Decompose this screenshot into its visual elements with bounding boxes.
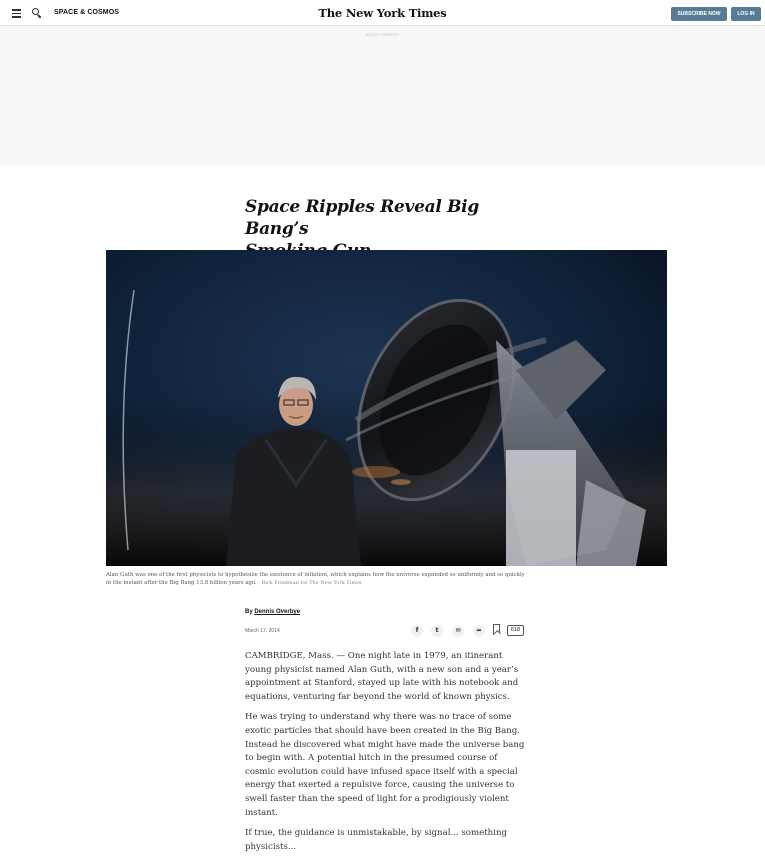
advertisement-slot[interactable] (0, 26, 765, 166)
share-more-icon[interactable]: ➦ (473, 625, 485, 637)
section-link[interactable]: SPACE & COSMOS (54, 9, 120, 16)
headline-line-1: Space Ripples Reveal Big Bang’s (245, 197, 479, 239)
telescope-scene-image (106, 250, 667, 566)
photo-credit: Rick Friedman for The New York Times (261, 580, 362, 586)
byline-prefix: By (245, 609, 255, 615)
facebook-icon[interactable]: f (411, 625, 423, 637)
twitter-icon[interactable]: t (431, 625, 443, 637)
bookmark-icon[interactable] (493, 624, 500, 635)
publish-date: March 17, 2014 (245, 628, 280, 634)
email-icon[interactable]: ✉ (452, 625, 464, 637)
advertisement-label: ADVERTISEMENT (365, 33, 400, 37)
comments-button[interactable]: 618 (507, 625, 524, 636)
body-paragraph: If true, the guidance is unmistakable, by signal... something physicists... (245, 828, 507, 852)
subscribe-button[interactable]: SUBSCRIBE NOW (671, 7, 727, 21)
top-bar (0, 0, 765, 26)
photo-caption (106, 571, 526, 587)
article-photo[interactable] (106, 250, 667, 566)
nyt-logo[interactable]: The New York Times (318, 6, 447, 20)
caption-text: Alan Guth was one of the first physicists to hypothesize the existence of inflation, which explains how the universe expanded so uniformly and so quickly in the instant after the Big Bang 13.8 billion years ago. (106, 572, 525, 586)
byline (245, 609, 300, 615)
author-link[interactable]: Dennis Overbye (254, 609, 301, 615)
login-button[interactable]: LOG IN (731, 7, 761, 21)
body-paragraph: He was trying to understand why there was no trace of some exotic particles that should have been created in the Big Bang. Instead he discovered what might have made the universe bang to begin with. A potential hitch in the presumed course of cosmic evolution could have infused space itself with a special energy that exerted a repulsive force, causing the universe to swell faster than the speed of light for a prodigiously violent instant. (245, 712, 525, 818)
article-body (245, 650, 530, 861)
body-paragraph: CAMBRIDGE, Mass. — One night late in 1979, an itinerant young physicist named Alan Guth, with a new son and a year’s appointment at Stanford, stayed up late with his notebook and equations, venturing far beyond the world of known physics. (245, 651, 519, 702)
